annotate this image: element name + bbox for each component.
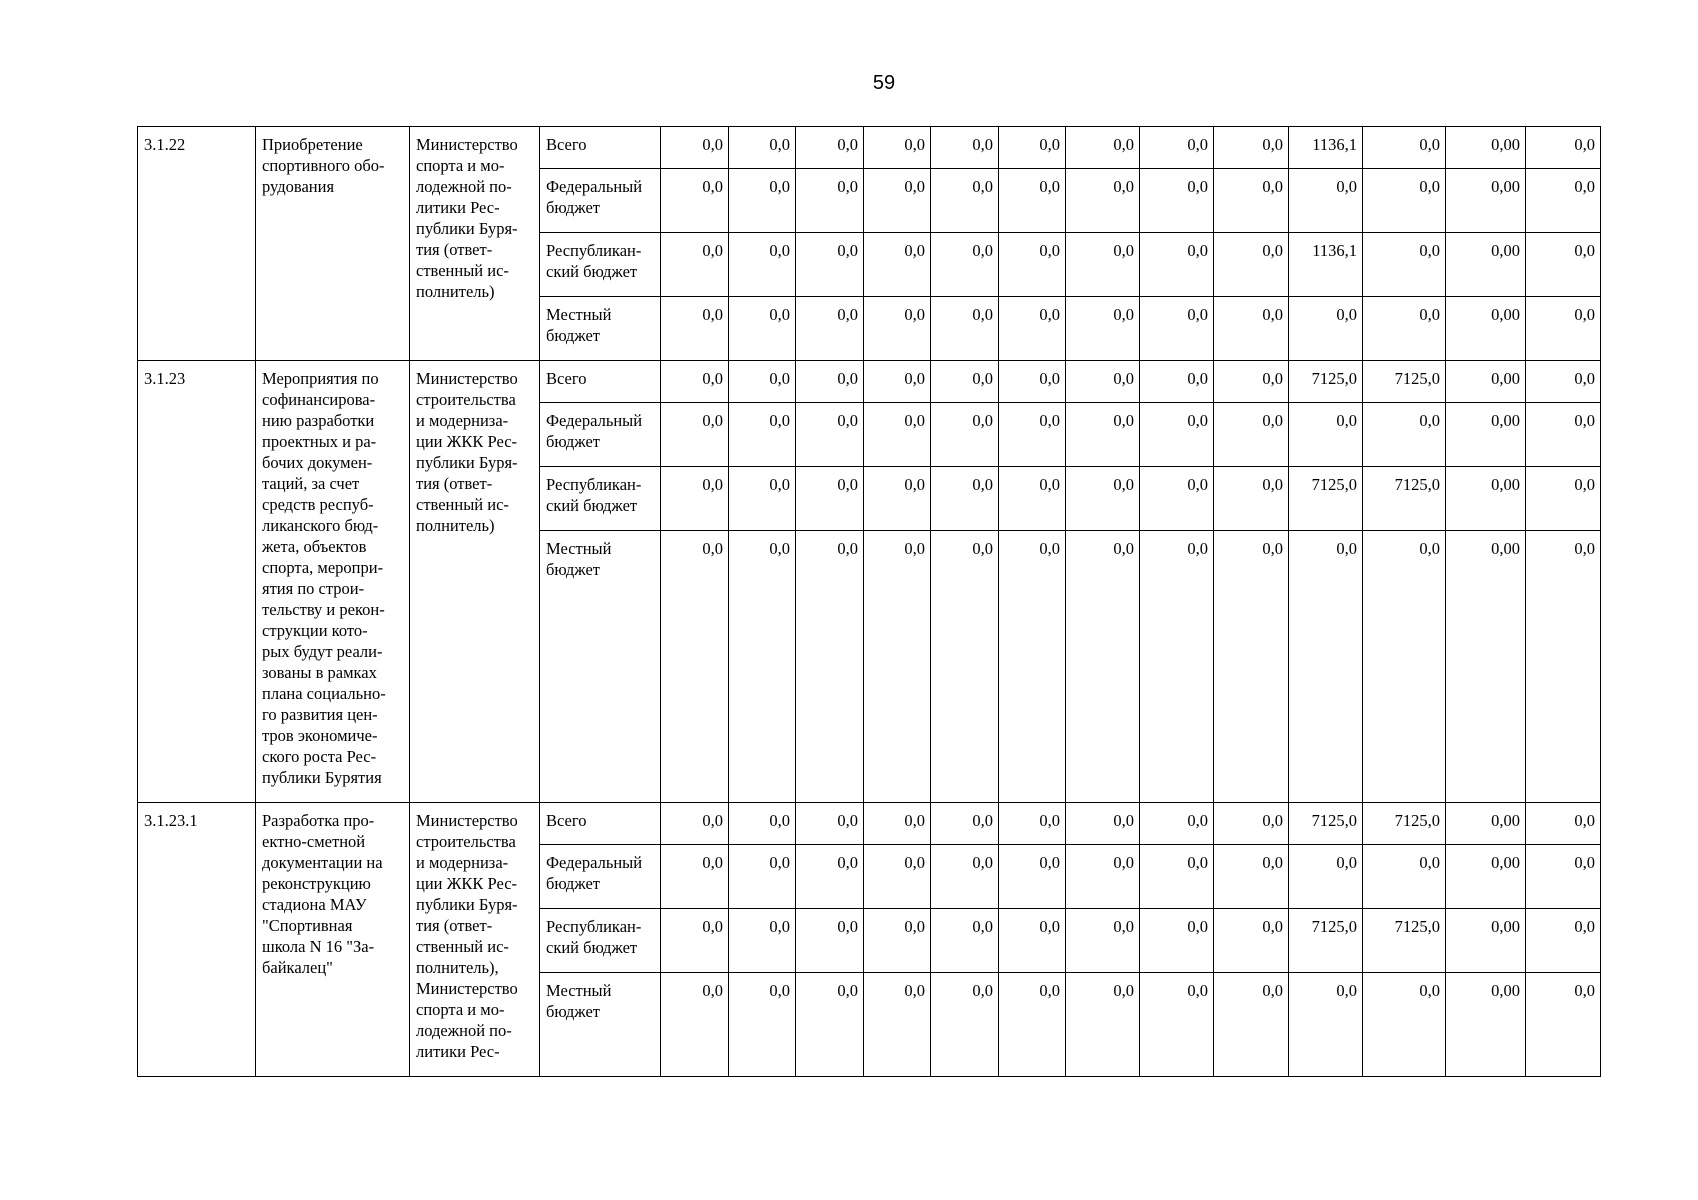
item-name: Мероприятия по софинансирова- нию разработки проектных и ра- бочих докумен- таций, за счет средств респуб- ликанского бюд- жета, объектов спорта, меропри- ятия по строи- тельству и рекон- струкции кото- рых будут реали- зованы в рамках плана социально- го развития цен- тров экономиче- ского роста Рес- публики Бурятия — [256, 361, 410, 803]
amount-cell: 0,0 — [1526, 403, 1601, 467]
amount-cell: 0,0 — [931, 531, 999, 803]
amount-cell: 0,0 — [931, 467, 999, 531]
funding-source: Республикан- ский бюджет — [540, 467, 661, 531]
amount-cell: 0,0 — [1526, 531, 1601, 803]
amount-cell: 0,0 — [864, 467, 931, 531]
funding-source: Местный бюджет — [540, 531, 661, 803]
amount-cell: 0,0 — [796, 909, 864, 973]
funding-source: Республикан- ский бюджет — [540, 233, 661, 297]
amount-cell: 0,0 — [1526, 233, 1601, 297]
amount-cell: 0,0 — [796, 403, 864, 467]
amount-cell: 0,0 — [1526, 127, 1601, 169]
table-row — [138, 361, 1601, 403]
amount-cell: 0,0 — [1214, 467, 1289, 531]
amount-cell: 0,0 — [931, 233, 999, 297]
item-executor: Министерство строительства и модерниза- ции ЖКК Рес- публики Буря- тия (ответ- ственный ис- полнитель), Министерство спорта и мо- лодежной по- литики Рес- — [410, 803, 540, 1077]
amount-cell: 0,0 — [864, 973, 931, 1077]
amount-cell: 0,0 — [1066, 531, 1140, 803]
amount-cell: 0,0 — [999, 531, 1066, 803]
amount-cell: 0,0 — [1214, 297, 1289, 361]
amount-cell: 0,0 — [864, 403, 931, 467]
amount-cell: 7125,0 — [1289, 467, 1363, 531]
amount-cell: 0,0 — [1363, 531, 1446, 803]
amount-cell: 0,0 — [999, 467, 1066, 531]
amount-cell: 0,0 — [729, 169, 796, 233]
item-code: 3.1.22 — [138, 127, 256, 361]
amount-cell: 0,0 — [1526, 169, 1601, 233]
amount-cell: 0,0 — [729, 973, 796, 1077]
amount-cell: 0,0 — [1140, 233, 1214, 297]
amount-cell: 0,0 — [1289, 845, 1363, 909]
amount-cell: 7125,0 — [1363, 803, 1446, 845]
amount-cell: 0,0 — [796, 169, 864, 233]
amount-cell: 0,0 — [1363, 845, 1446, 909]
amount-cell: 0,0 — [1140, 169, 1214, 233]
amount-cell: 0,0 — [999, 169, 1066, 233]
funding-source: Федеральный бюджет — [540, 169, 661, 233]
amount-cell: 0,0 — [999, 909, 1066, 973]
table-row — [138, 127, 1601, 169]
amount-cell: 7125,0 — [1289, 803, 1363, 845]
amount-cell: 0,0 — [796, 297, 864, 361]
amount-cell: 0,0 — [999, 361, 1066, 403]
amount-cell: 0,00 — [1446, 531, 1526, 803]
amount-cell: 0,00 — [1446, 973, 1526, 1077]
amount-cell: 0,00 — [1446, 403, 1526, 467]
funding-source: Местный бюджет — [540, 973, 661, 1077]
amount-cell: 0,0 — [729, 845, 796, 909]
amount-cell: 0,0 — [1066, 467, 1140, 531]
amount-cell: 0,0 — [1066, 233, 1140, 297]
budget-table — [137, 126, 1601, 1077]
amount-cell: 0,0 — [931, 973, 999, 1077]
amount-cell: 0,0 — [661, 803, 729, 845]
amount-cell: 0,0 — [1289, 403, 1363, 467]
amount-cell: 0,00 — [1446, 169, 1526, 233]
amount-cell: 0,0 — [1363, 973, 1446, 1077]
amount-cell: 0,0 — [1526, 361, 1601, 403]
amount-cell: 0,0 — [1066, 297, 1140, 361]
amount-cell: 0,0 — [1140, 845, 1214, 909]
amount-cell: 0,0 — [729, 297, 796, 361]
amount-cell: 0,00 — [1446, 467, 1526, 531]
amount-cell: 0,00 — [1446, 297, 1526, 361]
amount-cell: 0,0 — [931, 297, 999, 361]
amount-cell: 0,0 — [999, 973, 1066, 1077]
amount-cell: 0,0 — [864, 169, 931, 233]
amount-cell: 0,0 — [729, 361, 796, 403]
amount-cell: 0,0 — [1526, 845, 1601, 909]
amount-cell: 0,0 — [864, 297, 931, 361]
amount-cell: 0,0 — [729, 127, 796, 169]
amount-cell: 0,0 — [796, 803, 864, 845]
amount-cell: 0,0 — [729, 803, 796, 845]
amount-cell: 0,0 — [661, 127, 729, 169]
amount-cell: 0,0 — [931, 403, 999, 467]
table-row — [138, 803, 1601, 845]
amount-cell: 0,0 — [931, 361, 999, 403]
amount-cell: 0,0 — [661, 169, 729, 233]
amount-cell: 7125,0 — [1363, 361, 1446, 403]
budget-table-body — [138, 127, 1601, 1077]
amount-cell: 0,0 — [796, 127, 864, 169]
amount-cell: 0,0 — [1140, 403, 1214, 467]
amount-cell: 0,0 — [796, 973, 864, 1077]
item-executor: Министерство спорта и мо- лодежной по- литики Рес- публики Буря- тия (ответ- ственный ис- полнитель) — [410, 127, 540, 361]
amount-cell: 7125,0 — [1363, 467, 1446, 531]
funding-source: Всего — [540, 127, 661, 169]
amount-cell: 0,0 — [1214, 803, 1289, 845]
amount-cell: 0,0 — [1066, 403, 1140, 467]
amount-cell: 0,0 — [999, 233, 1066, 297]
funding-source: Республикан- ский бюджет — [540, 909, 661, 973]
amount-cell: 0,0 — [1526, 297, 1601, 361]
amount-cell: 0,00 — [1446, 233, 1526, 297]
page-number: 59 — [872, 72, 896, 94]
item-executor: Министерство строительства и модерниза- ции ЖКК Рес- публики Буря- тия (ответ- ственный ис- полнитель) — [410, 361, 540, 803]
amount-cell: 0,0 — [931, 909, 999, 973]
amount-cell: 0,0 — [661, 361, 729, 403]
amount-cell: 0,0 — [864, 909, 931, 973]
amount-cell: 0,0 — [1140, 973, 1214, 1077]
amount-cell: 0,00 — [1446, 909, 1526, 973]
amount-cell: 0,0 — [1066, 361, 1140, 403]
item-name: Приобретение спортивного обо- рудования — [256, 127, 410, 361]
amount-cell: 0,0 — [729, 909, 796, 973]
amount-cell: 0,0 — [796, 467, 864, 531]
amount-cell: 0,0 — [1140, 803, 1214, 845]
amount-cell: 0,0 — [999, 403, 1066, 467]
amount-cell: 0,0 — [1289, 169, 1363, 233]
amount-cell: 0,0 — [931, 127, 999, 169]
funding-source: Местный бюджет — [540, 297, 661, 361]
amount-cell: 0,0 — [999, 297, 1066, 361]
amount-cell: 0,0 — [661, 403, 729, 467]
amount-cell: 0,0 — [796, 845, 864, 909]
amount-cell: 0,0 — [729, 531, 796, 803]
amount-cell: 7125,0 — [1363, 909, 1446, 973]
amount-cell: 0,0 — [1066, 973, 1140, 1077]
amount-cell: 0,0 — [729, 233, 796, 297]
amount-cell: 0,0 — [1066, 909, 1140, 973]
amount-cell: 0,0 — [1140, 127, 1214, 169]
amount-cell: 0,0 — [1526, 467, 1601, 531]
amount-cell: 0,0 — [1214, 973, 1289, 1077]
amount-cell: 0,0 — [1214, 127, 1289, 169]
amount-cell: 0,0 — [1214, 531, 1289, 803]
amount-cell: 0,0 — [999, 127, 1066, 169]
funding-source: Федеральный бюджет — [540, 845, 661, 909]
amount-cell: 0,00 — [1446, 845, 1526, 909]
amount-cell: 0,0 — [1066, 845, 1140, 909]
amount-cell: 0,0 — [864, 803, 931, 845]
amount-cell: 0,0 — [1363, 127, 1446, 169]
amount-cell: 0,0 — [1214, 845, 1289, 909]
amount-cell: 0,0 — [1289, 531, 1363, 803]
item-name: Разработка про- ектно-сметной документации на реконструкцию стадиона МАУ "Спортивная школа N 16 "За- байкалец" — [256, 803, 410, 1077]
amount-cell: 0,0 — [1363, 233, 1446, 297]
amount-cell: 0,0 — [661, 531, 729, 803]
amount-cell: 0,0 — [1214, 403, 1289, 467]
amount-cell: 0,0 — [661, 467, 729, 531]
amount-cell: 0,0 — [729, 467, 796, 531]
amount-cell: 0,0 — [796, 361, 864, 403]
amount-cell: 0,0 — [1214, 361, 1289, 403]
amount-cell: 0,0 — [1214, 233, 1289, 297]
amount-cell: 0,0 — [931, 803, 999, 845]
funding-source: Федеральный бюджет — [540, 403, 661, 467]
item-code: 3.1.23 — [138, 361, 256, 803]
amount-cell: 0,00 — [1446, 127, 1526, 169]
amount-cell: 0,0 — [796, 531, 864, 803]
amount-cell: 0,0 — [1214, 169, 1289, 233]
amount-cell: 0,0 — [729, 403, 796, 467]
amount-cell: 0,0 — [1289, 973, 1363, 1077]
amount-cell: 0,0 — [1066, 803, 1140, 845]
amount-cell: 1136,1 — [1289, 127, 1363, 169]
amount-cell: 0,0 — [999, 803, 1066, 845]
amount-cell: 0,0 — [1140, 467, 1214, 531]
amount-cell: 0,0 — [661, 233, 729, 297]
amount-cell: 7125,0 — [1289, 361, 1363, 403]
amount-cell: 0,0 — [1066, 127, 1140, 169]
amount-cell: 0,00 — [1446, 803, 1526, 845]
item-code: 3.1.23.1 — [138, 803, 256, 1077]
amount-cell: 0,0 — [1140, 361, 1214, 403]
amount-cell: 0,0 — [661, 909, 729, 973]
amount-cell: 0,0 — [864, 845, 931, 909]
amount-cell: 0,0 — [661, 845, 729, 909]
amount-cell: 7125,0 — [1289, 909, 1363, 973]
amount-cell: 0,0 — [1140, 909, 1214, 973]
amount-cell: 0,0 — [661, 973, 729, 1077]
amount-cell: 0,00 — [1446, 361, 1526, 403]
amount-cell: 0,0 — [661, 297, 729, 361]
amount-cell: 0,0 — [1289, 297, 1363, 361]
amount-cell: 0,0 — [796, 233, 864, 297]
amount-cell: 0,0 — [1363, 169, 1446, 233]
amount-cell: 0,0 — [1363, 297, 1446, 361]
amount-cell: 0,0 — [931, 169, 999, 233]
amount-cell: 0,0 — [999, 845, 1066, 909]
amount-cell: 0,0 — [1526, 909, 1601, 973]
funding-source: Всего — [540, 803, 661, 845]
amount-cell: 0,0 — [1140, 297, 1214, 361]
amount-cell: 1136,1 — [1289, 233, 1363, 297]
amount-cell: 0,0 — [931, 845, 999, 909]
amount-cell: 0,0 — [1214, 909, 1289, 973]
amount-cell: 0,0 — [1526, 803, 1601, 845]
amount-cell: 0,0 — [864, 361, 931, 403]
amount-cell: 0,0 — [1526, 973, 1601, 1077]
funding-source: Всего — [540, 361, 661, 403]
amount-cell: 0,0 — [864, 531, 931, 803]
amount-cell: 0,0 — [1363, 403, 1446, 467]
amount-cell: 0,0 — [864, 233, 931, 297]
amount-cell: 0,0 — [1140, 531, 1214, 803]
amount-cell: 0,0 — [1066, 169, 1140, 233]
amount-cell: 0,0 — [864, 127, 931, 169]
